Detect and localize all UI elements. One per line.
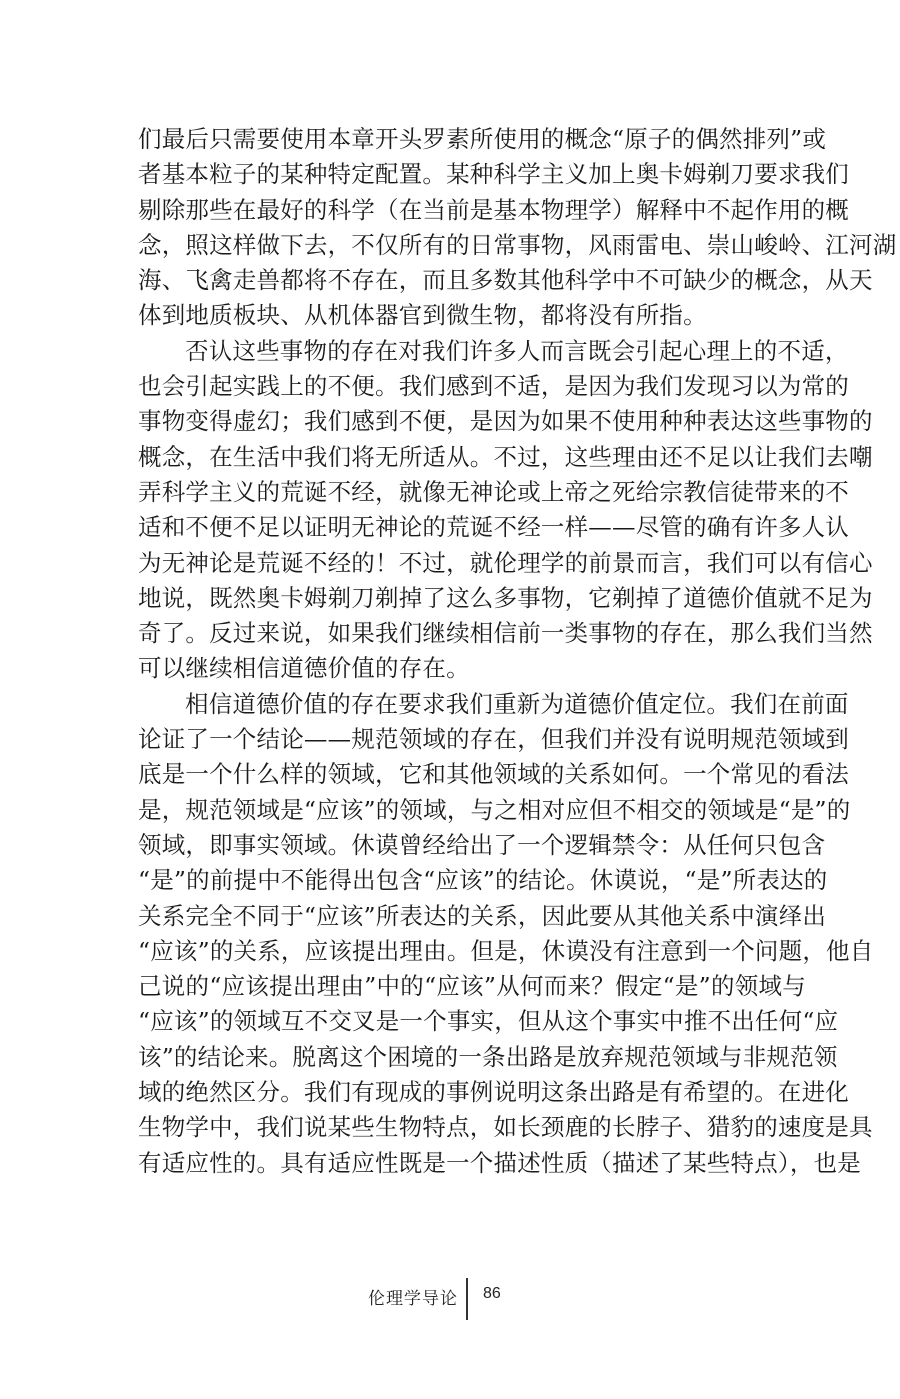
page-number: 86 <box>483 1285 501 1302</box>
text-line: 该”的结论来。脱离这个困境的一条出路是放弃规范领域与非规范领 <box>138 1042 838 1071</box>
running-title: 伦理学导论 <box>368 1289 458 1309</box>
text-line: 们最后只需要使用本章开头罗素所使用的概念“原子的偶然排列”或 <box>138 125 827 153</box>
paragraph-1 <box>138 122 897 334</box>
text-line: 域的绝然区分。我们有现成的事例说明这条出路是有希望的。在进化 <box>138 1078 849 1107</box>
paragraph-3 <box>138 687 874 1181</box>
text-line: 者基本粒子的某种特定配置。某种科学主义加上奥卡姆剃刀要求我们 <box>138 160 849 189</box>
paragraph-2 <box>138 334 873 687</box>
text-line: 也会引起实践上的不便。我们感到不适，是因为我们发现习以为常的 <box>138 372 849 401</box>
text-line: 可以继续相信道德价值的存在。 <box>138 654 470 683</box>
text-line: 事物变得虚幻；我们感到不便，是因为如果不使用种种表达这些事物的 <box>138 407 873 436</box>
text-line: “是”的前提中不能得出包含“应该”的结论。休谟说，“是”所表达的 <box>138 866 828 895</box>
text-line: 生物学中，我们说某些生物特点，如长颈鹿的长脖子、猎豹的速度是具 <box>138 1113 873 1142</box>
text-line: 地说，既然奥卡姆剃刀剃掉了这么多事物，它剃掉了道德价值就不足为 <box>138 583 873 612</box>
text-line: 弄科学主义的荒诞不经，就像无神论或上帝之死给宗教信徒带来的不 <box>138 477 849 506</box>
text-line: “应该”的领域互不交叉是一个事实，但从这个事实中推不出任何“应 <box>138 1007 839 1036</box>
text-line: 有适应性的。具有适应性既是一个描述性质（描述了某些特点），也是 <box>138 1148 861 1177</box>
text-line: 己说的“应该提出理由”中的“应该”从何而来？假定“是”的领域与 <box>138 972 806 1001</box>
text-line: 概念，在生活中我们将无所适从。不过，这些理由还不足以让我们去嘲 <box>138 442 873 471</box>
text-line: 为无神论是荒诞不经的！不过，就伦理学的前景而言，我们可以有信心 <box>138 548 873 577</box>
page-body <box>138 122 897 1181</box>
text-line: 奇了。反过来说，如果我们继续相信前一类事物的存在，那么我们当然 <box>138 619 873 648</box>
text-line: 是，规范领域是“应该”的领域，与之相对应但不相交的领域是“是”的 <box>138 795 851 824</box>
text-line: 关系完全不同于“应该”所表达的关系，因此要从其他关系中演绎出 <box>138 901 827 930</box>
text-line: 体到地质板块、从机体器官到微生物，都将没有所指。 <box>138 301 707 330</box>
text-line: 适和不便不足以证明无神论的荒诞不经一样——尽管的确有许多人认 <box>138 513 849 542</box>
text-line: 念，照这样做下去，不仅所有的日常事物，风雨雷电、崇山峻岭、江河湖 <box>138 230 897 259</box>
footer-divider <box>466 1278 468 1320</box>
text-line: 底是一个什么样的领域，它和其他领域的关系如何。一个常见的看法 <box>138 760 849 789</box>
text-line: “应该”的关系，应该提出理由。但是，休谟没有注意到一个问题，他自 <box>138 936 874 965</box>
text-line: 否认这些事物的存在对我们许多人而言既会引起心理上的不适， <box>185 336 849 365</box>
text-line: 领域，即事实领域。休谟曾经给出了一个逻辑禁令：从任何只包含 <box>138 830 826 859</box>
text-line: 论证了一个结论——规范领域的存在，但我们并没有说明规范领域到 <box>138 725 849 754</box>
text-line: 海、飞禽走兽都将不存在，而且多数其他科学中不可缺少的概念，从天 <box>138 266 873 295</box>
text-line: 剔除那些在最好的科学（在当前是基本物理学）解释中不起作用的概 <box>138 195 849 224</box>
page-footer <box>0 1278 900 1318</box>
text-line: 相信道德价值的存在要求我们重新为道德价值定位。我们在前面 <box>185 689 849 718</box>
